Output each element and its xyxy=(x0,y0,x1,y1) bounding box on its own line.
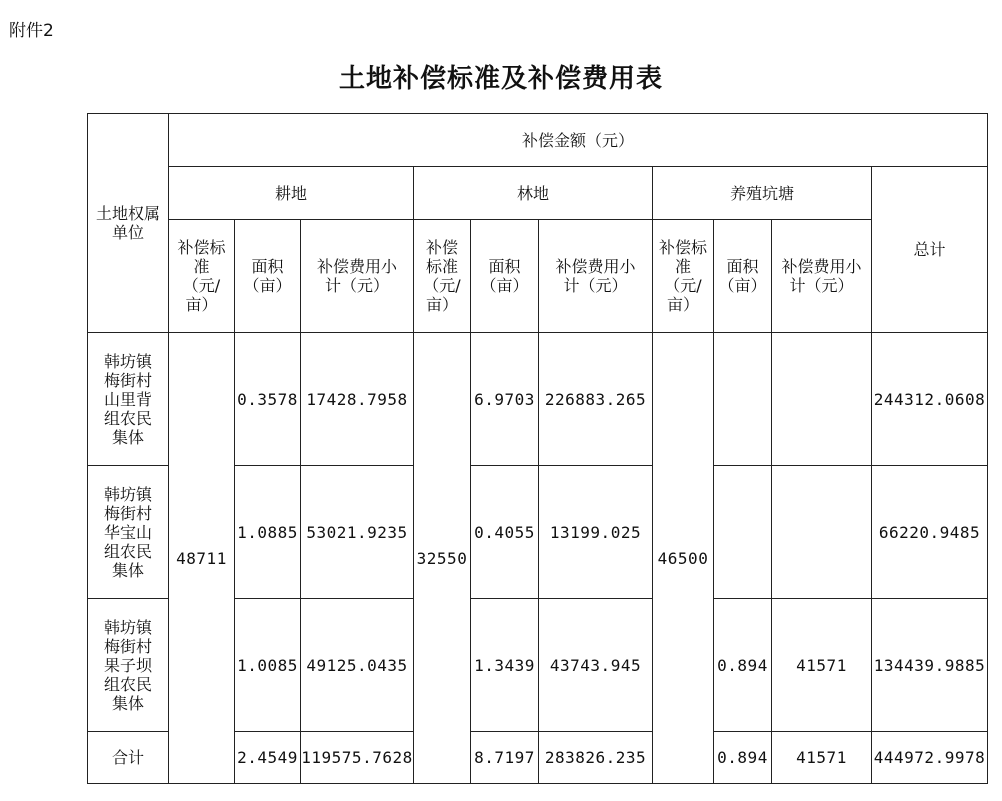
header-forest-subtotal: 补偿费用小 计（元） xyxy=(539,220,653,333)
row-org: 韩坊镇 梅街村 果子坝 组农民 集体 xyxy=(88,599,169,732)
header-farmland: 耕地 xyxy=(169,167,414,220)
table-row xyxy=(88,333,988,466)
total-cell: 134439.9885 xyxy=(872,599,988,732)
pond-standard-value: 46500 xyxy=(653,333,714,784)
header-total: 总计 xyxy=(872,167,988,333)
pond-area-cell xyxy=(714,466,772,599)
forest-standard-value: 32550 xyxy=(414,333,471,784)
pond-subtotal-cell: 41571 xyxy=(772,599,872,732)
sum-total: 444972.9978 xyxy=(872,732,988,784)
header-forest-area: 面积 （亩） xyxy=(471,220,539,333)
farmland-subtotal-cell: 17428.7958 xyxy=(301,333,414,466)
forest-subtotal-cell: 13199.025 xyxy=(539,466,653,599)
header-pond-area: 面积 （亩） xyxy=(714,220,772,333)
row-org: 韩坊镇 梅街村 华宝山 组农民 集体 xyxy=(88,466,169,599)
header-pond-standard: 补偿标 准 （元/ 亩） xyxy=(653,220,714,333)
header-pond-subtotal: 补偿费用小 计（元） xyxy=(772,220,872,333)
farmland-standard-value: 48711 xyxy=(169,333,235,784)
header-forest-standard: 补偿 标准 （元/ 亩） xyxy=(414,220,471,333)
farmland-area-cell: 0.3578 xyxy=(235,333,301,466)
sum-pond-subtotal: 41571 xyxy=(772,732,872,784)
forest-area-cell: 6.9703 xyxy=(471,333,539,466)
sum-farmland-area: 2.4549 xyxy=(235,732,301,784)
sum-forest-area: 8.7197 xyxy=(471,732,539,784)
sum-pond-area: 0.894 xyxy=(714,732,772,784)
forest-area-cell: 0.4055 xyxy=(471,466,539,599)
pond-area-cell xyxy=(714,333,772,466)
header-forest: 林地 xyxy=(414,167,653,220)
header-farmland-standard: 补偿标 准 （元/ 亩） xyxy=(169,220,235,333)
row-org: 韩坊镇 梅街村 山里背 组农民 集体 xyxy=(88,333,169,466)
total-cell: 244312.0608 xyxy=(872,333,988,466)
farmland-area-cell: 1.0085 xyxy=(235,599,301,732)
header-farmland-area: 面积 （亩） xyxy=(235,220,301,333)
page-title: 土地补偿标准及补偿费用表 xyxy=(338,64,663,94)
sum-forest-subtotal: 283826.235 xyxy=(539,732,653,784)
pond-subtotal-cell xyxy=(772,333,872,466)
farmland-subtotal-cell: 53021.9235 xyxy=(301,466,414,599)
pond-subtotal-cell xyxy=(772,466,872,599)
header-unit: 土地权属 单位 xyxy=(88,114,169,333)
farmland-subtotal-cell: 49125.0435 xyxy=(301,599,414,732)
header-pond: 养殖坑塘 xyxy=(653,167,872,220)
farmland-area-cell: 1.0885 xyxy=(235,466,301,599)
forest-subtotal-cell: 226883.265 xyxy=(539,333,653,466)
header-farmland-subtotal: 补偿费用小 计（元） xyxy=(301,220,414,333)
forest-area-cell: 1.3439 xyxy=(471,599,539,732)
header-compensation-amount: 补偿金额（元） xyxy=(169,114,988,167)
total-cell: 66220.9485 xyxy=(872,466,988,599)
pond-area-cell: 0.894 xyxy=(714,599,772,732)
compensation-table xyxy=(87,113,988,784)
sum-label: 合计 xyxy=(88,732,169,784)
forest-subtotal-cell: 43743.945 xyxy=(539,599,653,732)
attachment-label: 附件2 xyxy=(9,21,54,41)
sum-farmland-subtotal: 119575.7628 xyxy=(301,732,414,784)
